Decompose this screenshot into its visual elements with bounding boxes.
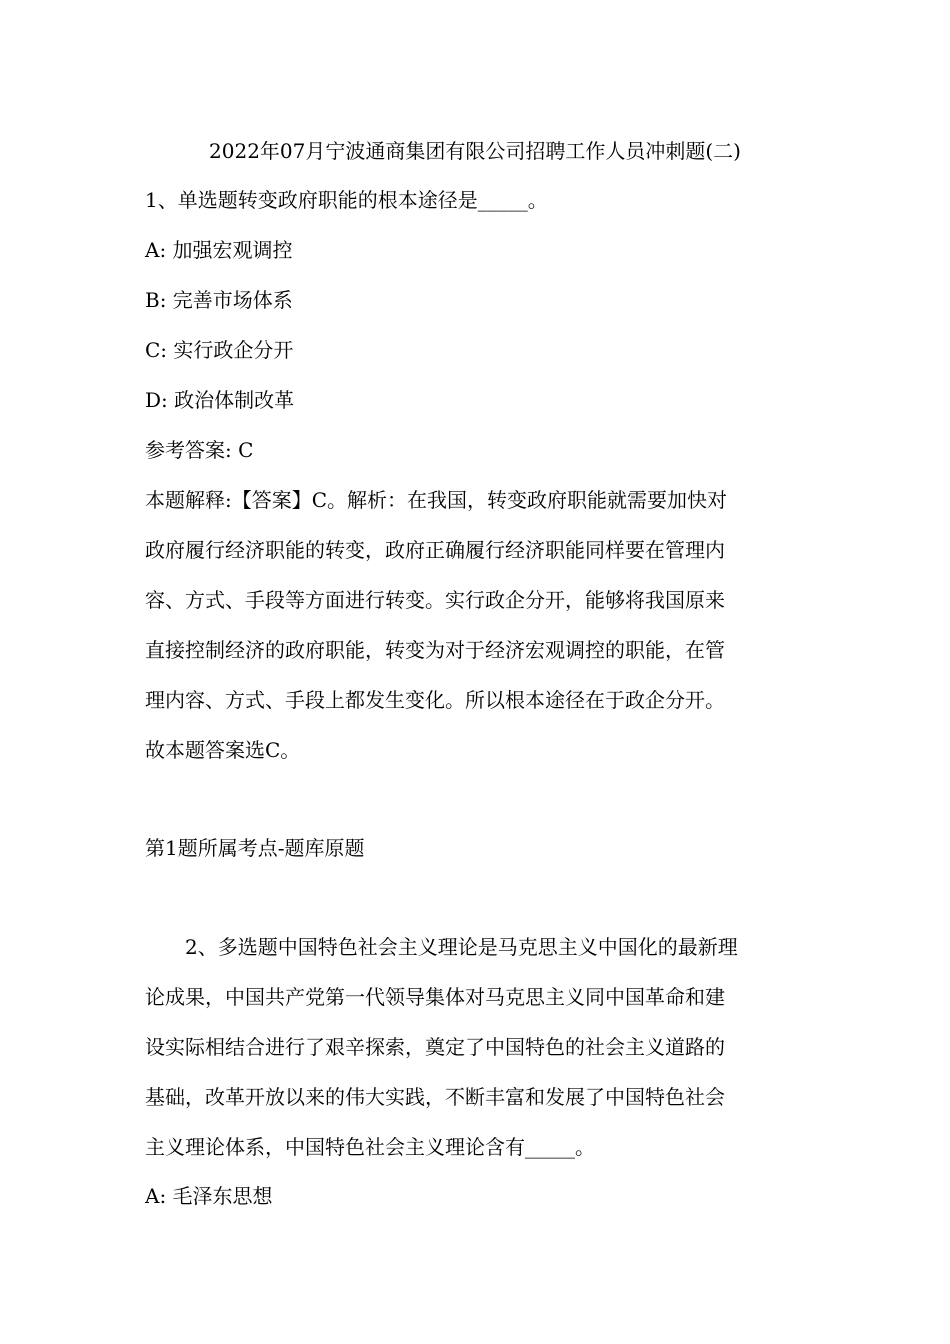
question-1-explanation-line: 政府履行经济职能的转变，政府正确履行经济职能同样要在管理内	[145, 538, 725, 562]
question-2-stem-line: 基础，改革开放以来的伟大实践，不断丰富和发展了中国特色社会	[145, 1085, 725, 1109]
question-1-explanation-line: 容、方式、手段等方面进行转变。实行政企分开，能够将我国原来	[145, 588, 725, 612]
question-1-source: 第1题所属考点-题库原题	[145, 836, 365, 860]
question-1-option-b: B: 完善市场体系	[145, 288, 293, 312]
question-1-stem: 1、单选题转变政府职能的根本途径是_____。	[145, 188, 548, 212]
question-2-option-a: A: 毛泽东思想	[145, 1184, 273, 1208]
question-1-explanation-line: 本题解释:【答案】C。解析：在我国，转变政府职能就需要加快对	[145, 488, 728, 512]
question-1-explanation-line: 直接控制经济的政府职能，转变为对于经济宏观调控的职能，在管	[145, 638, 725, 662]
question-1-option-c: C: 实行政企分开	[145, 338, 294, 362]
question-1-answer: 参考答案: C	[145, 438, 254, 462]
question-1-explanation-line: 理内容、方式、手段上都发生变化。所以根本途径在于政企分开。	[145, 688, 725, 712]
question-2-stem-line: 2、多选题中国特色社会主义理论是马克思主义中国化的最新理	[185, 935, 738, 959]
question-1-option-a: A: 加强宏观调控	[145, 238, 293, 262]
question-1-option-d: D: 政治体制改革	[145, 388, 295, 412]
page-title: 2022年07月宁波通商集团有限公司招聘工作人员冲刺题(二)	[209, 139, 741, 163]
question-2-stem-line: 设实际相结合进行了艰辛探索，奠定了中国特色的社会主义道路的	[145, 1035, 725, 1059]
question-2-stem-line: 主义理论体系，中国特色社会主义理论含有_____。	[145, 1135, 595, 1159]
question-2-stem-line: 论成果，中国共产党第一代领导集体对马克思主义同中国革命和建	[145, 985, 725, 1009]
question-1-explanation-line: 故本题答案选C。	[145, 738, 301, 762]
